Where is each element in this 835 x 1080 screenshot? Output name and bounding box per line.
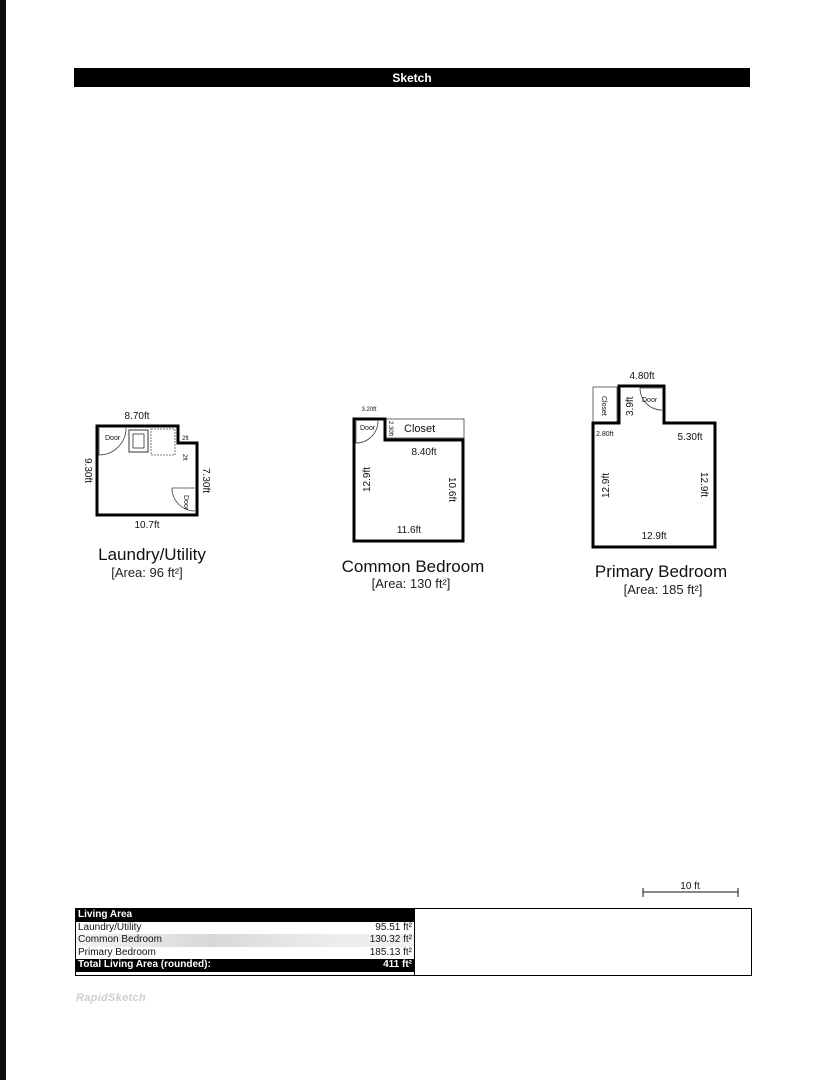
sketch-header: Sketch: [74, 68, 750, 87]
closet-label: Closet: [404, 423, 436, 435]
row-value: 95.51 ft²: [375, 921, 412, 933]
living-area-table: [75, 908, 752, 976]
living-area-header: [76, 909, 414, 922]
dim-right-top: 5.30ft: [677, 432, 703, 443]
appliance-icon: [129, 430, 148, 452]
scale-bar-label: 10 ft: [680, 881, 700, 892]
door-label: Door: [642, 397, 658, 404]
dim-left: 9.30ft: [82, 458, 93, 484]
dim-left: 12.9ft: [601, 472, 612, 498]
room-common-bedroom: [342, 407, 485, 591]
dim-left-top: 2.80ft: [596, 431, 614, 438]
dim-closet-depth: 3.9ft: [625, 396, 636, 416]
living-area-column: [76, 909, 414, 972]
living-area-header-label: Living Area: [78, 909, 133, 920]
dim-small-side: 2ft: [181, 454, 187, 461]
row-name: Laundry/Utility: [78, 921, 142, 933]
total-row: [76, 959, 414, 972]
door-label: Door: [105, 435, 121, 442]
dim-right: 12.9ft: [698, 472, 709, 498]
dim-closet-depth: 2.30ft: [387, 421, 393, 437]
table-row: [76, 934, 414, 947]
room-primary-bedroom: [593, 371, 727, 597]
appliance-inner-icon: [133, 434, 144, 448]
dim-right: 10.6ft: [446, 477, 457, 503]
row-value: 185.13 ft²: [369, 946, 412, 958]
total-label: Total Living Area (rounded):: [78, 959, 211, 970]
dim-small-top: 2ft: [182, 436, 189, 442]
table-row: [76, 922, 414, 935]
closet-label: Closet: [600, 396, 607, 416]
room-area: [Area: 96 ft²]: [111, 565, 183, 580]
dim-bottom: 11.6ft: [396, 525, 422, 536]
room-name: Common Bedroom: [341, 557, 485, 576]
table-divider: [414, 909, 415, 975]
dim-bottom: 12.9ft: [641, 531, 667, 542]
row-name: Primary Bedroom: [78, 946, 156, 958]
counter-outline: [151, 429, 175, 455]
room-name: Laundry/Utility: [98, 545, 206, 564]
room-area: [Area: 130 ft²]: [371, 576, 451, 591]
row-name: Common Bedroom: [78, 934, 162, 945]
door-label: Door: [360, 425, 376, 432]
dim-top: 4.80ft: [629, 371, 655, 382]
total-value: 411 ft²: [383, 959, 412, 970]
dim-left: 12.9ft: [362, 466, 373, 492]
dim-top: 8.70ft: [124, 411, 150, 422]
row-value: 130.32 ft²: [369, 934, 412, 945]
room-laundry-utility: [82, 411, 211, 580]
table-row: [76, 947, 414, 960]
room-area: [Area: 185 ft²]: [623, 582, 703, 597]
dim-bottom: 10.7ft: [134, 520, 160, 531]
room-name: Primary Bedroom: [594, 562, 728, 581]
door-label: Door: [182, 495, 189, 511]
scale-bar: [643, 881, 738, 897]
dim-closet-width: 3.20ft: [361, 407, 377, 413]
dim-right: 7.30ft: [200, 468, 211, 494]
brand-logo: RapidSketch: [76, 992, 146, 1004]
room-outline: [593, 386, 715, 547]
dim-inner-top: 8.40ft: [411, 447, 437, 458]
